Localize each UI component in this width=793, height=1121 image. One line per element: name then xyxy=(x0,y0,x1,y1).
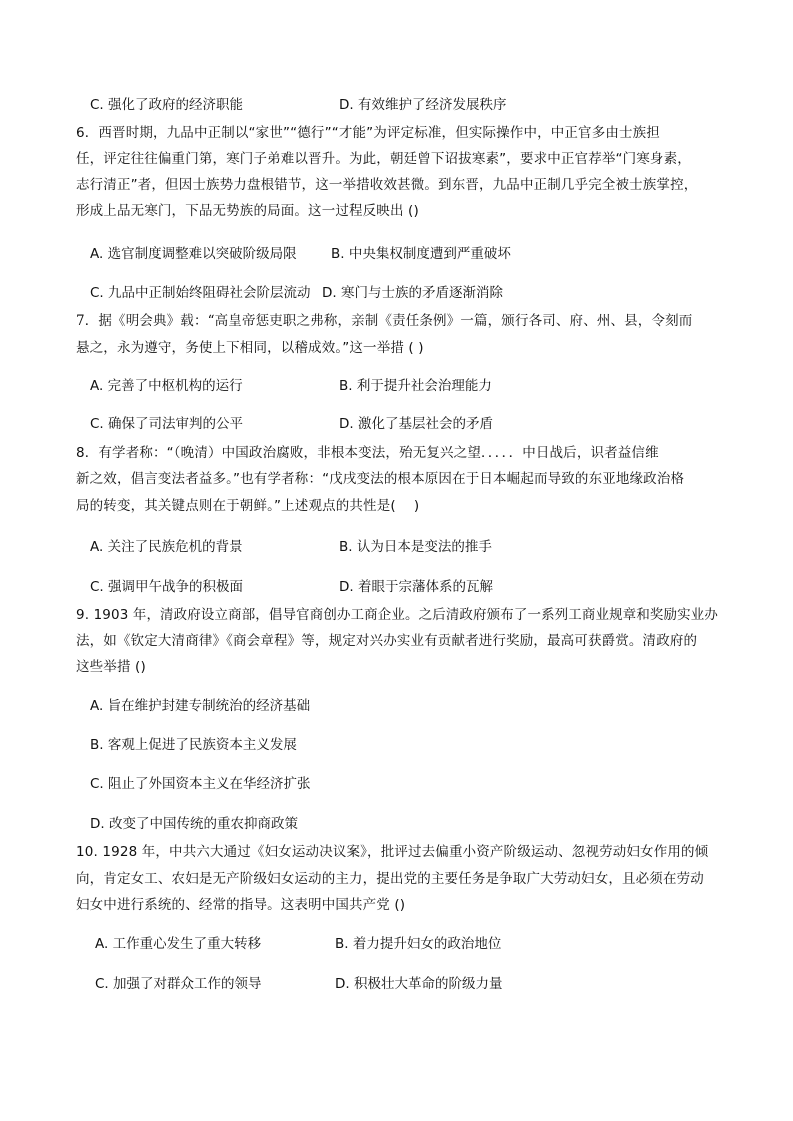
q8-option-a: A. 关注了民族危机的背景 xyxy=(90,539,243,555)
q6-option-c: C. 九品中正制始终阻碍社会阶层流动 xyxy=(90,285,311,301)
q6-stem-line-2: 任，评定往往偏重门第，寒门子弟难以晋升。为此，朝廷曾下诏拔寒素”，要求中正官荐举“门寒身素， xyxy=(76,151,691,167)
q7-option-c: C. 确保了司法审判的公平 xyxy=(90,416,244,432)
q5-option-c: C. 强化了政府的经济职能 xyxy=(90,97,244,113)
q6-stem-line-4: 形成上品无寒门，下品无势族的局面。这一过程反映出 () xyxy=(76,203,419,219)
q10-stem-line-2: 向，肯定女工、农妇是无产阶级妇女运动的主力，提出党的主要任务是争取广大劳动妇女，且必须在劳动 xyxy=(76,871,704,887)
q6-stem-line-1: 6．西晋时期，九品中正制以“家世”“德行”“才能”为评定标准，但实际操作中，中正官多由士族担 xyxy=(76,125,660,141)
q8-option-b: B. 认为日本是变法的推手 xyxy=(339,539,492,555)
q10-option-a: A. 工作重心发生了重大转移 xyxy=(95,936,262,952)
q6-option-b: B. 中央集权制度遭到严重破坏 xyxy=(331,246,511,262)
q9-stem-line-1: 9. 1903 年，清政府设立商部，倡导官商创办工商企业。之后清政府颁布了一系列工商业规章和奖励实业办 xyxy=(76,607,718,623)
q9-option-a: A. 旨在维护封建专制统治的经济基础 xyxy=(90,698,311,714)
q10-option-c: C. 加强了对群众工作的领导 xyxy=(95,976,262,992)
q8-option-d: D. 着眼于宗藩体系的瓦解 xyxy=(339,579,493,595)
q7-option-b: B. 利于提升社会治理能力 xyxy=(339,378,492,394)
q7-stem-line-2: 悬之，永为遵守，务使上下相同，以稽成效。”这一举措 ( ) xyxy=(76,340,424,356)
q6-stem-line-3: 志行清正”者，但因士族势力盘根错节，这一举措收效甚微。到东晋，九品中正制几乎完全被士族掌控， xyxy=(76,177,698,193)
q7-option-d: D. 激化了基层社会的矛盾 xyxy=(339,416,493,432)
q5-option-d: D. 有效维护了经济发展秩序 xyxy=(339,97,507,113)
q6-option-d: D. 寒门与士族的矛盾逐渐消除 xyxy=(322,285,503,301)
q9-stem-line-2: 法，如《钦定大清商律》《商会章程》等，规定对兴办实业有贡献者进行奖励，最高可获爵赏。清政府的 xyxy=(76,633,698,649)
q7-stem-line-1: 7．据《明会典》载：“高皇帝惩吏职之弗称，亲制《责任条例》一篇，颁行各司、府、州、县，令刻而 xyxy=(76,313,693,329)
q8-stem-line-1: 8．有学者称：“（晚清）中国政治腐败，非根本变法，殆无复兴之望．．．．．中日战后，识者益信维 xyxy=(76,445,659,461)
q9-stem-line-3: 这些举措 () xyxy=(76,659,146,675)
q10-stem-line-1: 10. 1928 年，中共六大通过《妇女运动决议案》，批评过去偏重小资产阶级运动、忽视劳动妇女作用的倾 xyxy=(76,844,709,860)
q6-option-a: A. 选官制度调整难以突破阶级局限 xyxy=(90,246,297,262)
q10-option-b: B. 着力提升妇女的政治地位 xyxy=(335,936,502,952)
q9-option-d: D. 改变了中国传统的重农抑商政策 xyxy=(90,816,298,832)
q9-option-b: B. 客观上促进了民族资本主义发展 xyxy=(90,737,297,753)
q10-option-d: D. 积极壮大革命的阶级力量 xyxy=(335,976,503,992)
q8-stem-line-2: 新之效，倡言变法者益多。”也有学者称：“戊戌变法的根本原因在于日本崛起而导致的东亚地缘政治格 xyxy=(76,471,685,487)
q10-stem-line-3: 妇女中进行系统的、经常的指导。这表明中国共产党 () xyxy=(76,897,406,913)
q7-option-a: A. 完善了中枢机构的运行 xyxy=(90,378,243,394)
q8-stem-line-3: 局的转变，其关键点则在于朝鲜。”上述观点的共性是( ) xyxy=(76,498,420,514)
q9-option-c: C. 阻止了外国资本主义在华经济扩张 xyxy=(90,776,311,792)
q8-option-c: C. 强调甲午战争的积极面 xyxy=(90,579,244,595)
